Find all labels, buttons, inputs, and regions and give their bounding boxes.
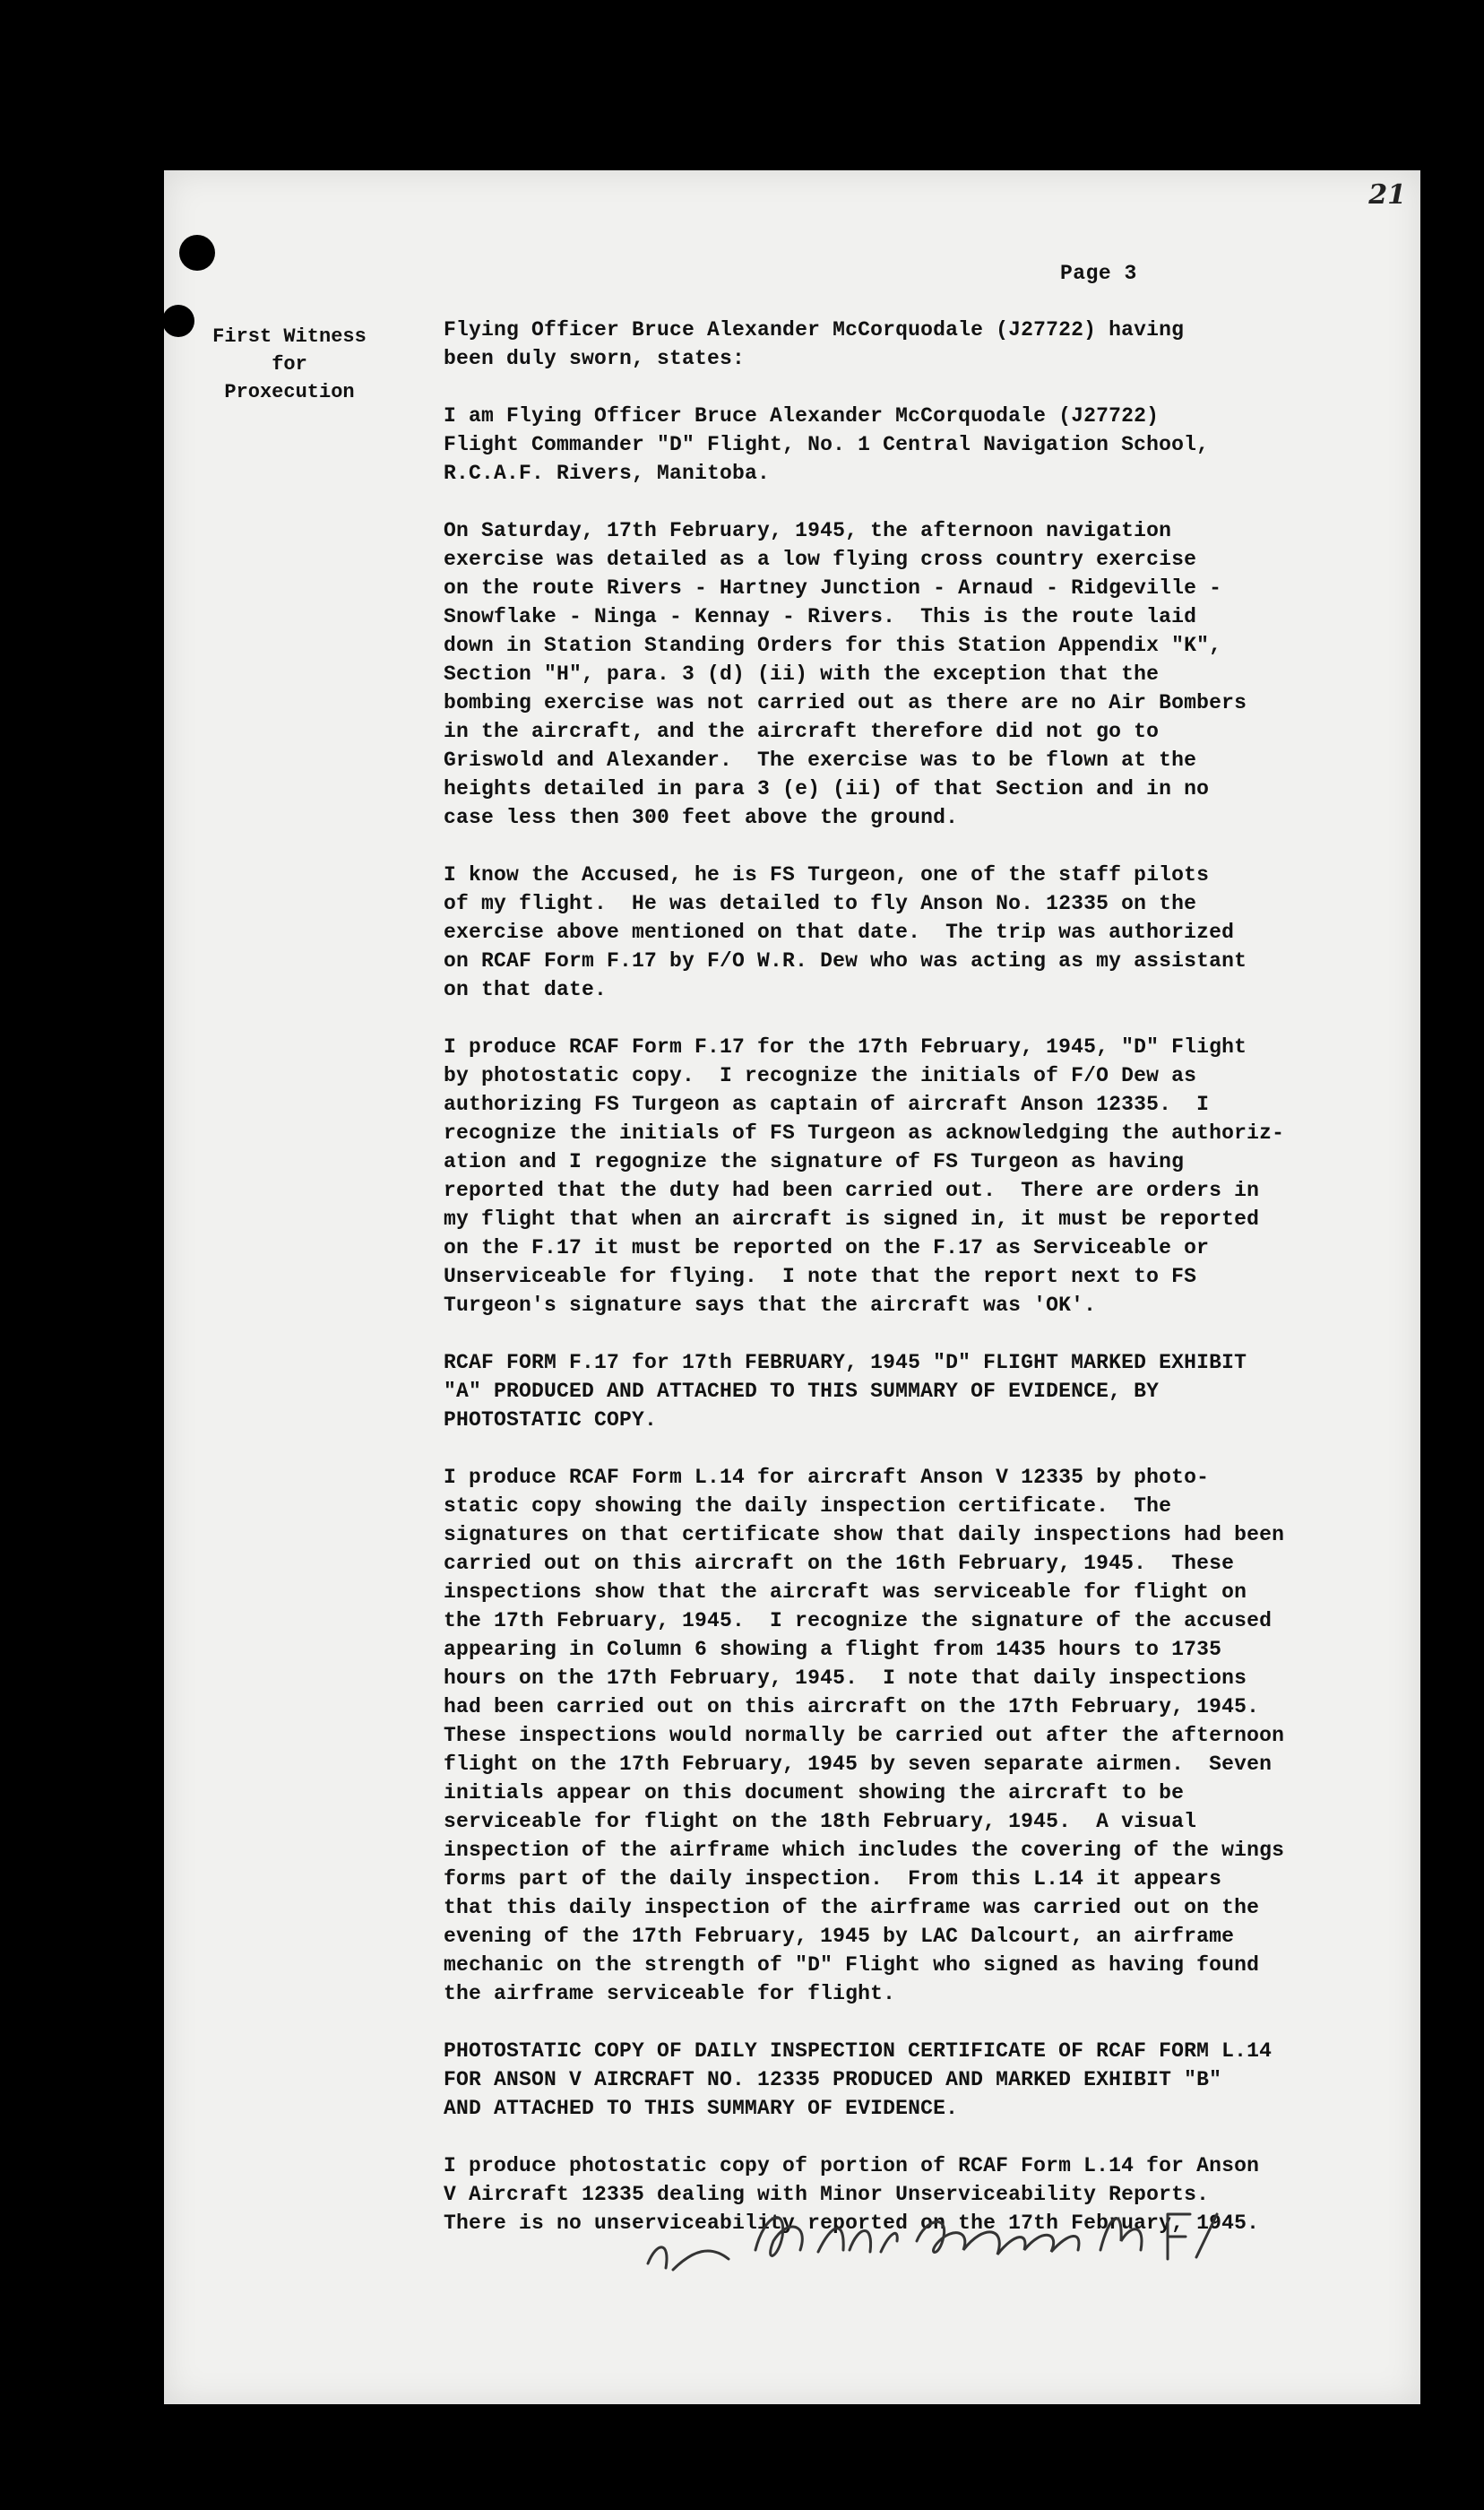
text-line: reported that the duty had been carried out. There are orders in [444,1179,1260,1202]
text-line: down in Station Standing Orders for this Station Appendix "K", [444,634,1222,657]
text-line: forms part of the daily inspection. From this L.14 it appears [444,1867,1222,1891]
text-line: ation and I regognize the signature of FS Turgeon as having [444,1150,1185,1173]
text-line: I produce photostatic copy of portion of RCAF Form L.14 for Anson [444,2154,1260,2177]
text-line: evening of the 17th February, 1945 by LAC Dalcourt, an airframe [444,1925,1235,1948]
text-line: Flight Commander "D" Flight, No. 1 Central Navigation School, [444,433,1210,456]
text-line: exercise above mentioned on that date. The trip was authorized [444,921,1235,944]
text-line: inspection of the airframe which includes the covering of the wings [444,1839,1285,1862]
text-line: FOR ANSON V AIRCRAFT NO. 12335 PRODUCED AND MARKED EXHIBIT "B" [444,2068,1222,2091]
text-line: static copy showing the daily inspection certificate. The [444,1494,1172,1518]
text-line: my flight that when an aircraft is signed in, it must be reported [444,1207,1260,1231]
text-line: flight on the 17th February, 1945 by seven separate airmen. Seven [444,1753,1273,1776]
text-line: I produce RCAF Form L.14 for aircraft Anson V 12335 by photo- [444,1466,1210,1489]
text-line: initials appear on this document showing the aircraft to be [444,1781,1185,1805]
text-line: I know the Accused, he is FS Turgeon, one of the staff pilots [444,863,1210,887]
text-line: Unserviceable for flying. I note that the report next to FS [444,1265,1197,1288]
text-line: on that date. [444,978,608,1001]
text-line: on the route Rivers - Hartney Junction - Arnaud - Ridgeville - [444,576,1222,600]
text-line: Turgeon's signature says that the aircraft was 'OK'. [444,1294,1097,1317]
text-line: mechanic on the strength of "D" Flight who signed as having found [444,1953,1260,1977]
handwritten-signature [630,2187,1239,2286]
text-line: heights detailed in para 3 (e) (ii) of that Section and in no [444,777,1210,801]
text-line: by photostatic copy. I recognize the initials of F/O Dew as [444,1064,1197,1087]
text-line: PHOTOSTATIC COPY. [444,1408,658,1432]
text-line: V Aircraft 12335 dealing with Minor Unserviceability Reports. [444,2183,1210,2206]
text-line: bombing exercise was not carried out as there are no Air Bombers [444,691,1247,714]
text-line: PHOTOSTATIC COPY OF DAILY INSPECTION CERTIFICATE OF RCAF FORM L.14 [444,2039,1273,2063]
text-line: R.C.A.F. Rivers, Manitoba. [444,462,771,485]
text-line: exercise was detailed as a low flying cross country exercise [444,548,1197,571]
text-line: AND ATTACHED TO THIS SUMMARY OF EVIDENCE. [444,2097,959,2120]
page-number: Page 3 [1060,262,1137,285]
text-line: authorizing FS Turgeon as captain of aircraft Anson 12335. I [444,1093,1210,1116]
text-line: hours on the 17th February, 1945. I note that daily inspections [444,1666,1247,1690]
text-line: case less then 300 feet above the ground. [444,806,959,829]
text-line: Griswold and Alexander. The exercise was to be flown at the [444,749,1197,772]
paragraph [444,861,1407,1004]
punch-hole-top [179,235,215,271]
document-page [164,170,1420,2404]
witness-label-line: Proxecution [224,381,355,403]
text-line: I produce RCAF Form F.17 for the 17th February, 1945, "D" Flight [444,1035,1247,1059]
text-line: inspections show that the aircraft was serviceable for flight on [444,1580,1247,1604]
paragraph [444,516,1407,832]
text-line: Section "H", para. 3 (d) (ii) with the exception that the [444,662,1160,686]
witness-label [182,323,397,406]
witness-label-line: for [272,353,307,376]
text-line: "A" PRODUCED AND ATTACHED TO THIS SUMMARY OF EVIDENCE, BY [444,1380,1160,1403]
text-line: in the aircraft, and the aircraft therefore did not go to [444,720,1160,743]
text-line: Flying Officer Bruce Alexander McCorquodale (J27722) having [444,318,1185,342]
signature-graphic [630,2187,1239,2286]
paragraph [444,2037,1407,2123]
text-line: signatures on that certificate show that daily inspections had been [444,1523,1285,1546]
text-line: the 17th February, 1945. I recognize the signature of the accused [444,1609,1273,1632]
text-line: I am Flying Officer Bruce Alexander McCorquodale (J27722) [444,404,1160,428]
text-line: had been carried out on this aircraft on the 17th February, 1945. [444,1695,1260,1718]
witness-label-line: First Witness [212,325,367,348]
text-line: of my flight. He was detailed to fly Anson No. 12335 on the [444,892,1197,915]
text-line: RCAF FORM F.17 for 17th FEBRUARY, 1945 "D" FLIGHT MARKED EXHIBIT [444,1351,1247,1374]
paragraph [444,316,1407,373]
paragraph [444,402,1407,488]
testimony-body [444,316,1407,2266]
page-corner-number: 21 [1368,179,1406,211]
text-line: on RCAF Form F.17 by F/O W.R. Dew who was acting as my assistant [444,949,1247,973]
paragraph [444,1348,1407,1434]
text-line: that this daily inspection of the airframe was carried out on the [444,1896,1260,1919]
text-line: On Saturday, 17th February, 1945, the afternoon navigation [444,519,1172,542]
text-line: on the F.17 it must be reported on the F.17 as Serviceable or [444,1236,1210,1259]
paragraph [444,1033,1407,1320]
text-line: There is no unserviceability reported on the 17th February, 1945. [444,2211,1260,2235]
paragraph [444,1463,1407,2008]
text-line: recognize the initials of FS Turgeon as acknowledging the authoriz- [444,1121,1285,1145]
text-line: carried out on this aircraft on the 16th February, 1945. These [444,1552,1235,1575]
text-line: appearing in Column 6 showing a flight from 1435 hours to 1735 [444,1638,1222,1661]
text-line: Snowflake - Ninga - Kennay - Rivers. This is the route laid [444,605,1197,628]
text-line: serviceable for flight on the 18th February, 1945. A visual [444,1810,1197,1833]
text-line: the airframe serviceable for flight. [444,1982,896,2005]
text-line: These inspections would normally be carried out after the afternoon [444,1724,1285,1747]
text-line: been duly sworn, states: [444,347,746,370]
